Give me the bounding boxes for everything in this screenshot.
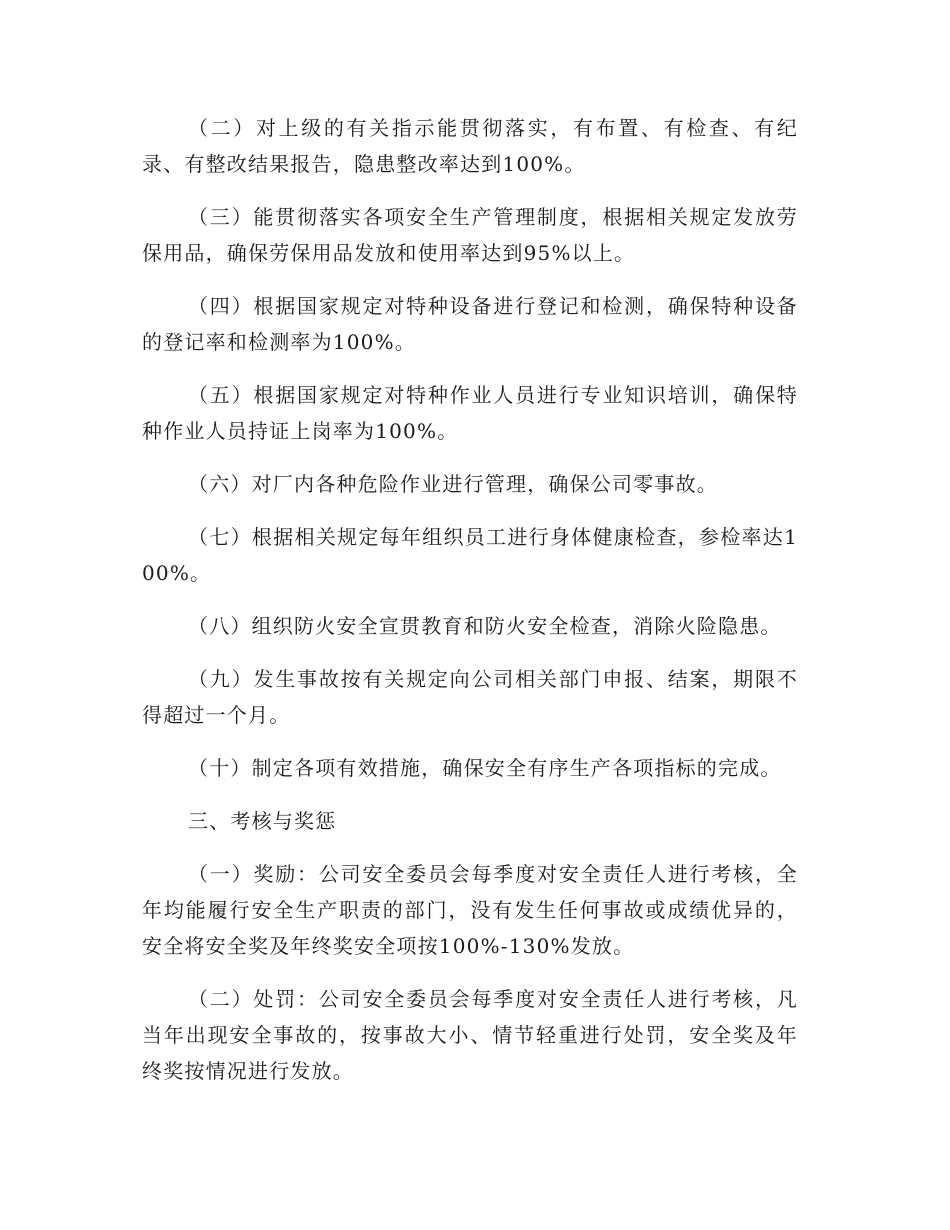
section-heading: 三、考核与奖惩 [188, 809, 337, 833]
paragraph-item-2: （二）对上级的有关指示能贯彻落实，有布置、有检查、有纪录、有整改结果报告，隐患整改率达到100%。 [142, 116, 798, 176]
paragraph-item-4: （四）根据国家规定对特种设备进行登记和检测，确保特种设备的登记率和检测率为100%。 [142, 294, 798, 354]
paragraph-item-3: （三）能贯彻落实各项安全生产管理制度，根据相关规定发放劳保用品，确保劳保用品发放和使用率达到95%以上。 [142, 205, 798, 265]
paragraph-item-8: （八）组织防火安全宣贯教育和防火安全检查，消除火险隐患。 [188, 614, 782, 638]
paragraph-item-9: （九）发生事故按有关规定向公司相关部门申报、结案，期限不得超过一个月。 [142, 667, 798, 727]
reward-paragraph: （一）奖励：公司安全委员会每季度对安全责任人进行考核，全年均能履行安全生产职责的部门，没有发生任何事故或成绩优异的，安全将安全奖及年终奖安全项按100%-130%发放。 [142, 862, 798, 958]
penalty-paragraph: （二）处罚：公司安全委员会每季度对安全责任人进行考核，凡当年出现安全事故的，按事故大小、情节轻重进行处罚，安全奖及年终奖按情况进行发放。 [142, 987, 798, 1083]
paragraph-item-6: （六）对厂内各种危险作业进行管理，确保公司零事故。 [188, 472, 718, 496]
paragraph-item-10: （十）制定各项有效措施，确保安全有序生产各项指标的完成。 [188, 756, 782, 780]
paragraph-item-7: （七）根据相关规定每年组织员工进行身体健康检查，参检率达100%。 [142, 525, 798, 585]
paragraph-item-5: （五）根据国家规定对特种作业人员进行专业知识培训，确保特种作业人员持证上岗率为100%。 [142, 383, 798, 443]
document-page [142, 110, 798, 1106]
